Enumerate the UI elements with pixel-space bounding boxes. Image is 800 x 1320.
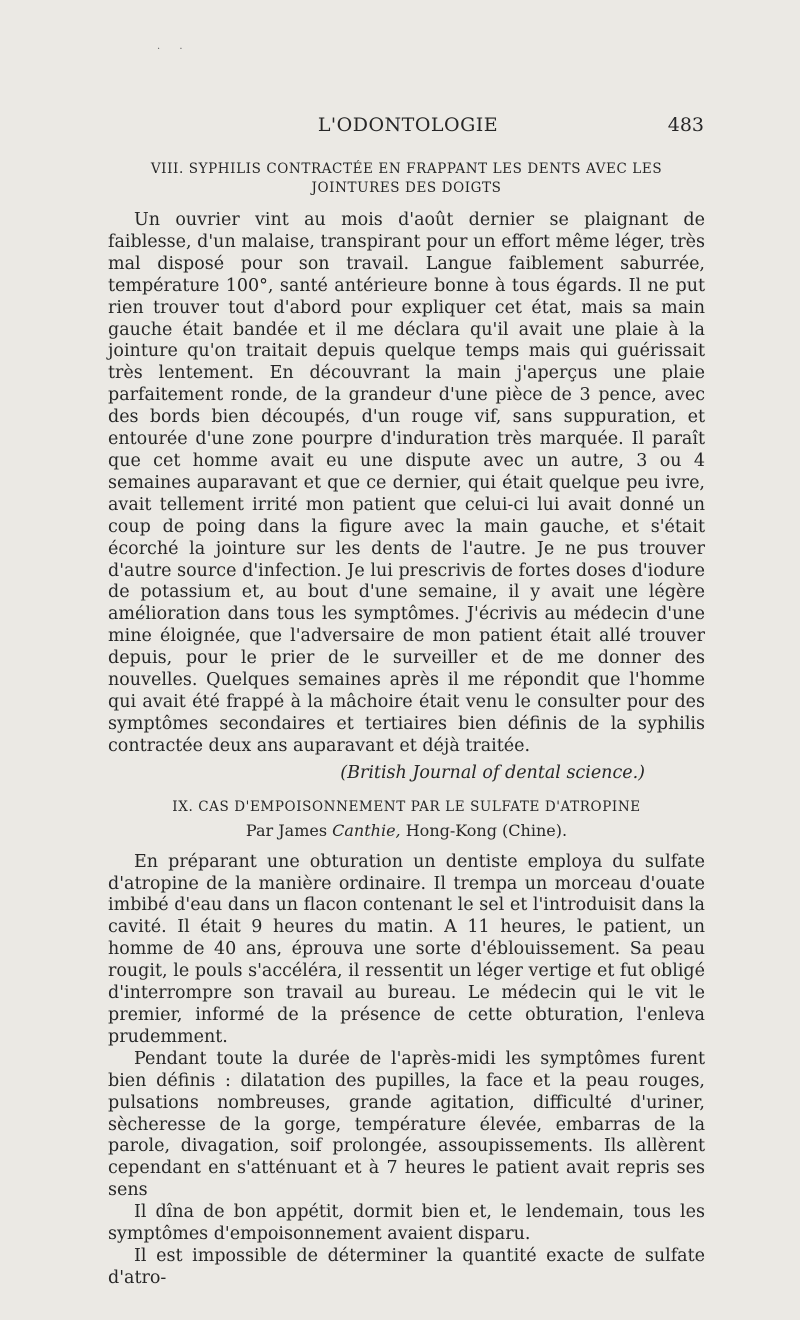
section-viii-paragraph: Un ouvrier vint au mois d'août dernier se plaignant de faiblesse, d'un malaise, transpirant pour un effort même léger, très mal disposé pour son travail. Langue faiblement saburrée, température 100°, santé antérieure bonne à tous égards. Il ne put rien trouver tout d'abord pour expliquer cet état, mais sa main gauche était bandée et il me déclara qu'il avait une plaie à la jointure qu'on traitait depuis quelque temps mais qui guérissait très lentement. En découvrant la main j'aperçus une plaie parfaitement ronde, de la grandeur d'une pièce de 3 pence, avec des bords bien découpés, d'un rouge vif, sans suppuration, et entourée d'une zone pourpre d'induration très marquée. Il paraît que cet homme avait eu une dispute avec un autre, 3 ou 4 semaines auparavant et que ce dernier, qui était quelque peu ivre, avait tellement irrité mon patient que celui-ci lui avait donné un coup de poing dans la figure avec la main gauche, et s'était écorché la jointure sur les dents de l'autre. Je ne pus trouver d'autre source d'infection. Je lui prescrivis de fortes doses d'iodure de potassium et, au bout d'une semaine, il y avait une légère amélioration dans tous les symptômes. J'écrivis au médecin d'une mine éloignée, que l'adversaire de mon patient était allé trouver depuis, pour le prier de le surveiller et de me donner des nouvelles. Quelques semaines après il me répondit que l'homme qui avait été frappé à la mâchoire était venu le consulter pour des symptômes secondaires et tertiaires bien définis de la syphilis contractée deux ans auparavant et déjà traitée. xyxy=(108,210,705,756)
section-heading-ix: IX. CAS D'EMPOISONNEMENT PAR LE SULFATE D'ATROPINE xyxy=(172,798,641,815)
byline xyxy=(108,820,705,842)
section-ix-paragraph-4: Il est impossible de déterminer la quantité exacte de sulfate d'atro- xyxy=(108,1245,705,1288)
section-ix-paragraph-1: En préparant une obturation un dentiste employa du sulfate d'atropine de la manière ordinaire. Il trempa un morceau d'ouate imbibé d'eau dans un flacon contenant le sel et l'introduisit dans la cavité. Il était 9 heures du matin. A 11 heures, le patient, un homme de 40 ans, éprouva une sorte d'éblouissement. Sa peau rougit, le pouls s'accéléra, il ressentit un léger vertige et fut obligé d'interrompre son travail au bureau. Le médecin qui le vit le premier, informé de la présence de cette obturation, l'enleva prudemment. xyxy=(108,851,705,1047)
page-header xyxy=(108,114,708,142)
print-specks: · · xyxy=(157,44,191,55)
source-citation-text: (British Journal of dental science.) xyxy=(340,762,645,783)
section-ix-paragraph-2: Pendant toute la durée de l'après-midi les symptômes furent bien définis : dilatation des pupilles, la face et la peau rouges, pulsations nombreuses, grande agitation, difficulté d'uriner, sècheresse de la gorge, température élevée, embarras de la parole, divagation, soif prolongée, assoupissements. Ils allèrent cependant en s'atténuant et à 7 heures le patient avait repris ses sens xyxy=(108,1048,705,1201)
section-ix-paragraph-3: Il dîna de bon appétit, dormit bien et, le lendemain, tous les symptômes d'empoisonnement avaient disparu. xyxy=(108,1202,705,1245)
running-title: L'ODONTOLOGIE xyxy=(317,114,499,136)
byline-suffix: Hong-Kong (Chine). xyxy=(400,820,568,840)
byline-prefix: Par James xyxy=(245,820,333,840)
section-heading-viii: VIII. SYPHILIS CONTRACTÉE EN FRAPPANT LES DENTS AVEC LES JOINTURES DES DOIGTS xyxy=(150,161,663,196)
source-citation xyxy=(108,762,645,784)
page-number: 483 xyxy=(667,114,704,136)
byline-author: Canthie, xyxy=(332,820,401,840)
page-body xyxy=(108,160,705,1290)
